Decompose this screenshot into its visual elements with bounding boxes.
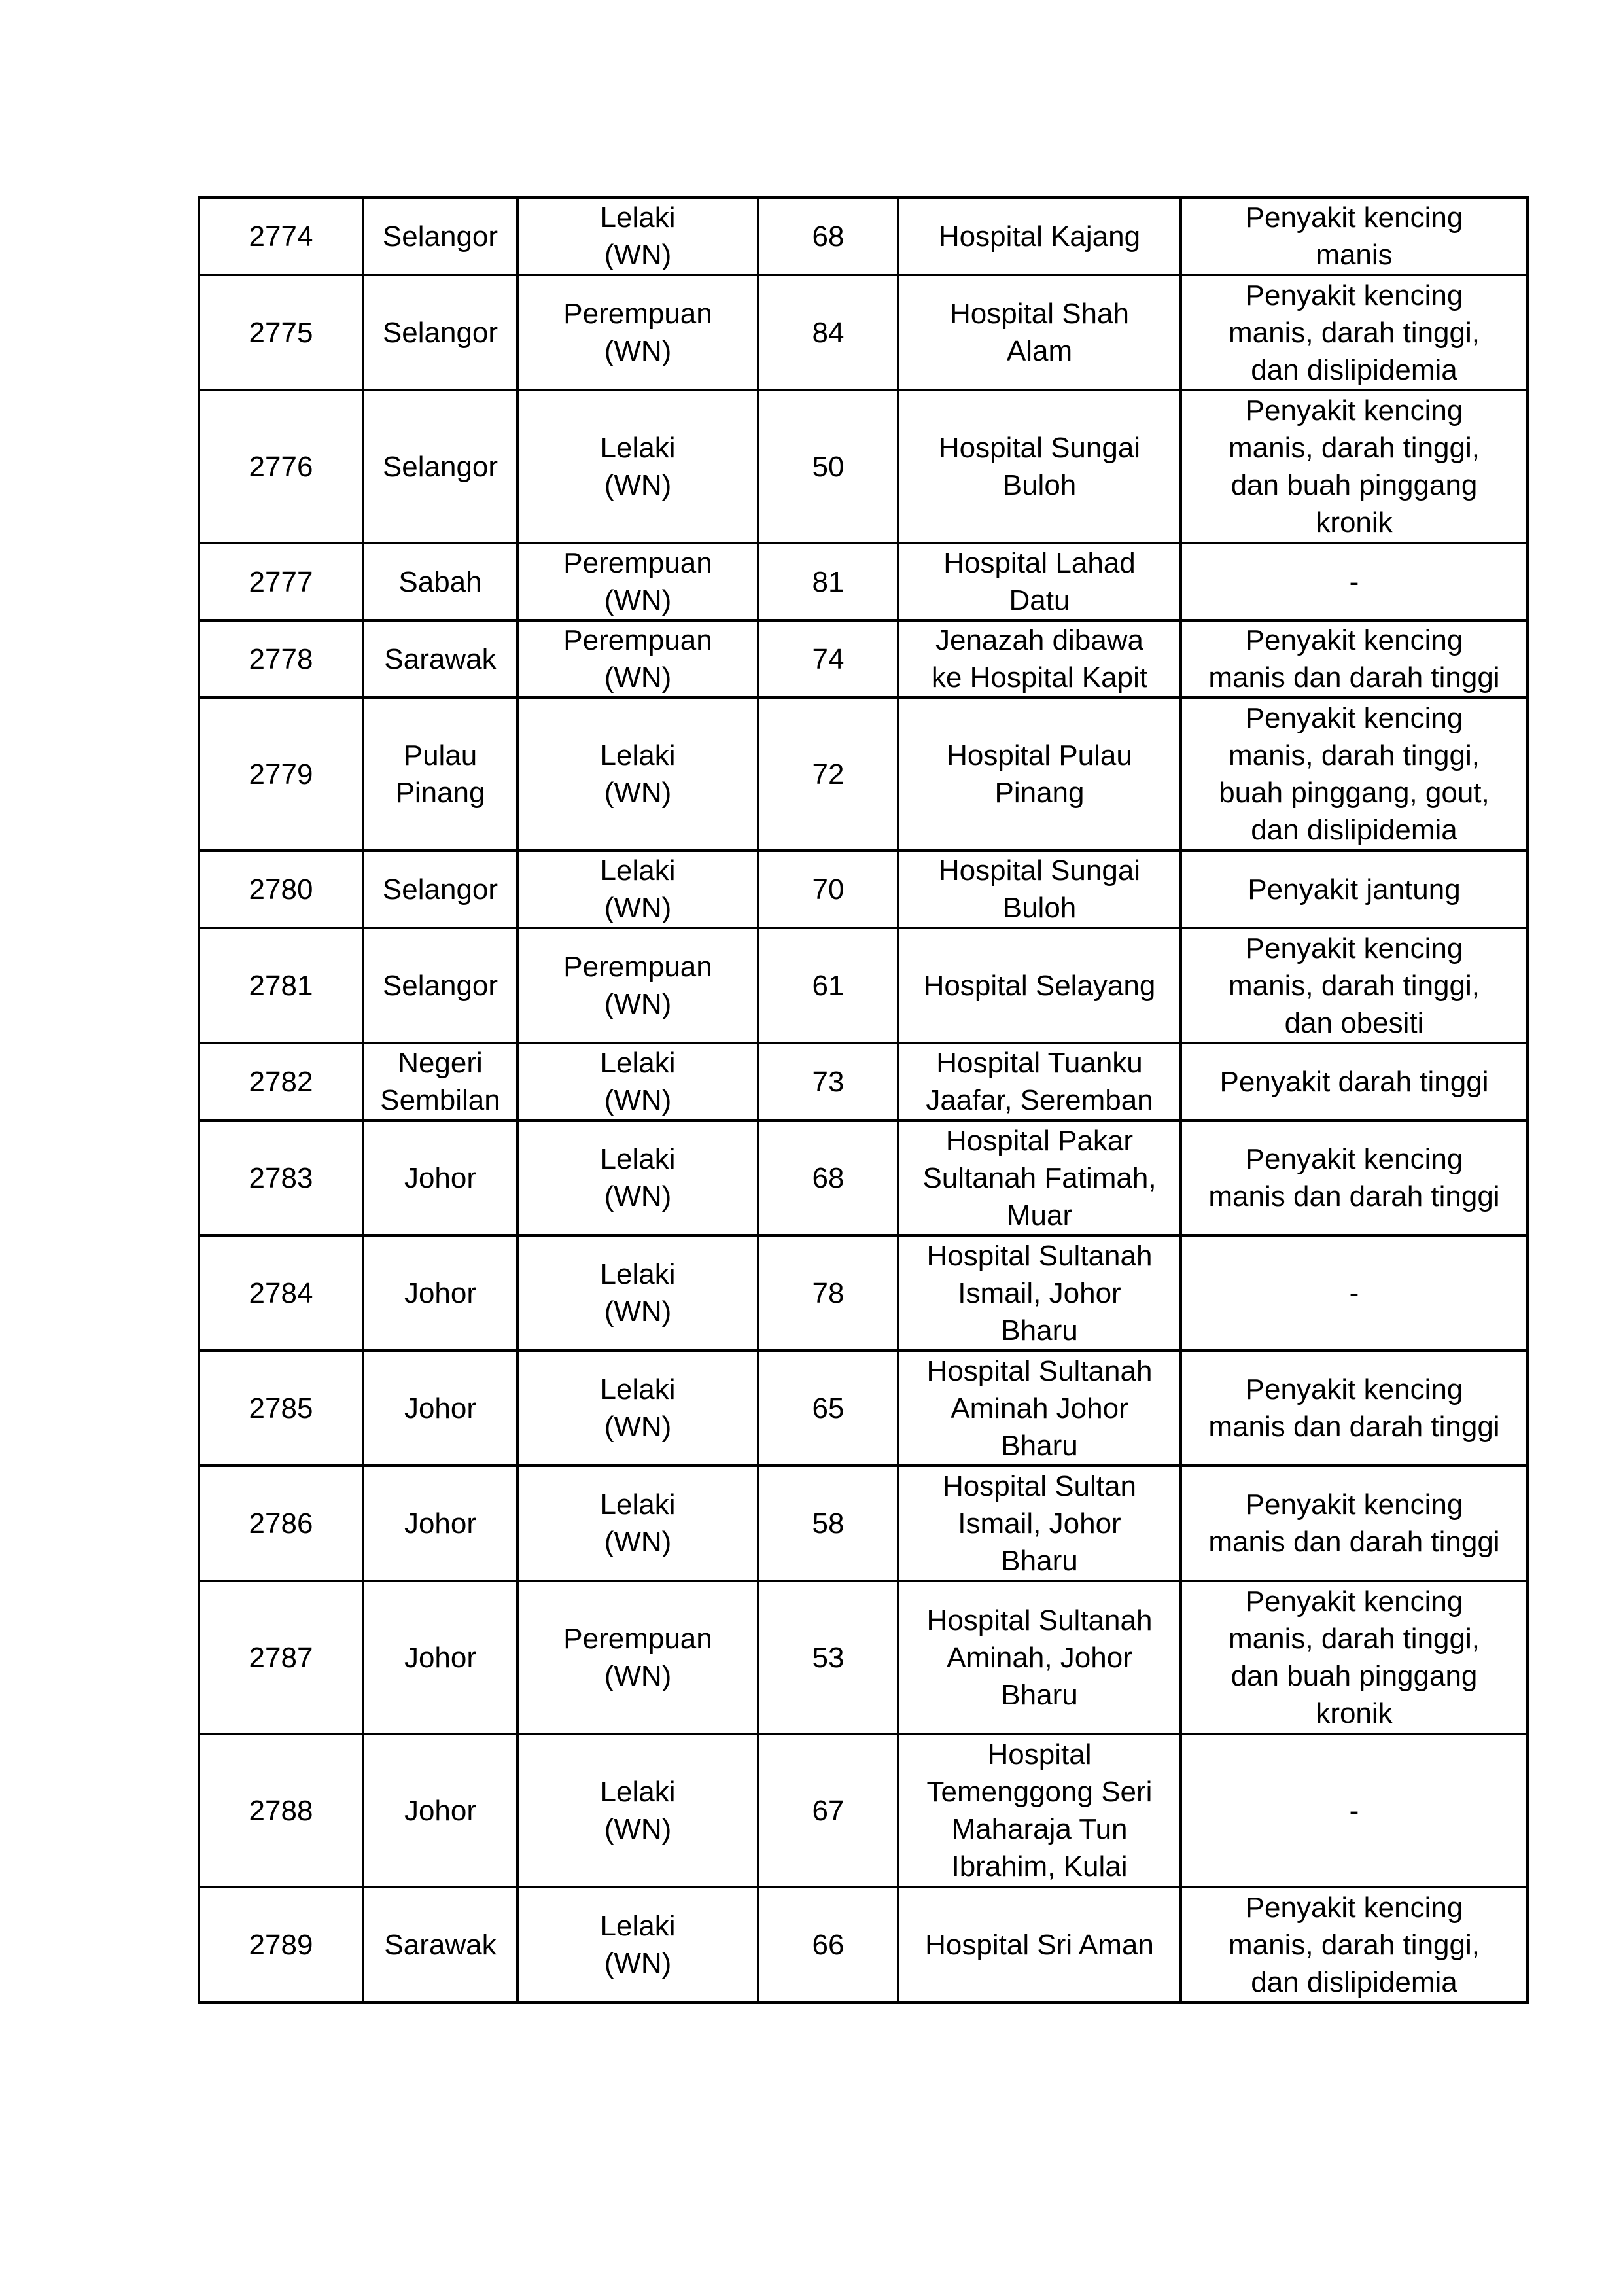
table-row <box>199 1581 1527 1734</box>
hospital-text-line: Hospital Kajang <box>938 220 1141 253</box>
comorbidity-text-line: Penyakit kencing <box>1245 1891 1463 1924</box>
hospital-cell <box>898 1887 1181 2002</box>
table-body <box>199 198 1527 2002</box>
gender-cell <box>517 1887 758 2002</box>
comorbidity-text-line: Penyakit kencing <box>1245 702 1463 734</box>
state-text-line: Pinang <box>395 777 485 809</box>
comorbidity-text-line: Penyakit kencing <box>1245 1585 1463 1617</box>
comorbidity-text-line: manis, darah tinggi, <box>1229 1928 1480 1961</box>
case-number-cell: 2787 <box>199 1581 363 1734</box>
comorbidity-cell <box>1181 1466 1527 1581</box>
gender-text-line: (WN) <box>604 1296 672 1328</box>
hospital-cell <box>898 1351 1181 1466</box>
hospital-cell <box>898 1043 1181 1120</box>
state-text-line: Johor <box>404 1392 477 1424</box>
gender-text-line: (WN) <box>604 1660 672 1692</box>
case-number-cell: 2775 <box>199 275 363 390</box>
gender-text-line: (WN) <box>604 662 672 694</box>
case-number-cell: 2785 <box>199 1351 363 1466</box>
gender-text-line: (WN) <box>604 988 672 1020</box>
table-row <box>199 1466 1527 1581</box>
comorbidity-text-line: Penyakit kencing <box>1245 932 1463 964</box>
gender-cell <box>517 1581 758 1734</box>
state-cell <box>363 1043 517 1120</box>
gender-text-line: (WN) <box>604 892 672 924</box>
comorbidity-cell <box>1181 698 1527 851</box>
hospital-text-line: Alam <box>1006 335 1073 367</box>
hospital-cell <box>898 851 1181 928</box>
table-row <box>199 620 1527 698</box>
state-cell <box>363 390 517 543</box>
age-cell: 68 <box>758 1120 898 1235</box>
hospital-text-line: Hospital Lahad <box>943 547 1136 579</box>
hospital-cell <box>898 543 1181 620</box>
gender-cell <box>517 275 758 390</box>
case-number-cell: 2776 <box>199 390 363 543</box>
state-text-line: Selangor <box>382 316 498 349</box>
state-text-line: Johor <box>404 1161 477 1194</box>
comorbidity-cell <box>1181 1734 1527 1887</box>
case-number-cell: 2781 <box>199 928 363 1043</box>
age-cell: 70 <box>758 851 898 928</box>
comorbidity-text-line: kronik <box>1316 506 1393 539</box>
gender-text-line: Lelaki <box>600 1143 676 1175</box>
hospital-text-line: Ibrahim, Kulai <box>951 1850 1128 1882</box>
hospital-text-line: Hospital Sungai <box>938 855 1141 887</box>
age-cell: 78 <box>758 1235 898 1351</box>
gender-text-line: (WN) <box>604 584 672 616</box>
gender-cell <box>517 543 758 620</box>
table-row <box>199 928 1527 1043</box>
state-cell <box>363 1235 517 1351</box>
age-cell: 74 <box>758 620 898 698</box>
comorbidity-cell <box>1181 1887 1527 2002</box>
state-cell <box>363 1120 517 1235</box>
case-number-cell: 2782 <box>199 1043 363 1120</box>
state-text-line: Johor <box>404 1794 477 1827</box>
hospital-text-line: Bharu <box>1001 1678 1078 1711</box>
hospital-text-line: Maharaja Tun <box>951 1813 1128 1845</box>
state-cell <box>363 543 517 620</box>
comorbidity-text-line: Penyakit kencing <box>1245 1143 1463 1175</box>
hospital-cell <box>898 1466 1181 1581</box>
gender-cell <box>517 1043 758 1120</box>
state-cell <box>363 198 517 275</box>
state-cell <box>363 275 517 390</box>
comorbidity-cell <box>1181 1581 1527 1734</box>
case-number-cell: 2778 <box>199 620 363 698</box>
gender-text-line: (WN) <box>604 469 672 501</box>
age-cell: 53 <box>758 1581 898 1734</box>
gender-text-line: Lelaki <box>600 739 676 771</box>
comorbidity-cell <box>1181 620 1527 698</box>
hospital-text-line: Aminah, Johor <box>947 1641 1132 1674</box>
hospital-cell <box>898 1581 1181 1734</box>
age-cell: 68 <box>758 198 898 275</box>
comorbidity-text-line: manis dan darah tinggi <box>1208 1411 1500 1443</box>
age-cell: 81 <box>758 543 898 620</box>
hospital-text-line: ke Hospital Kapit <box>931 662 1148 694</box>
gender-text-line: Lelaki <box>600 1258 676 1290</box>
comorbidity-cell <box>1181 198 1527 275</box>
hospital-text-line: Buloh <box>1002 892 1077 924</box>
table-row <box>199 698 1527 851</box>
hospital-text-line: Hospital Tuanku <box>936 1047 1143 1079</box>
gender-cell <box>517 851 758 928</box>
case-number-cell: 2780 <box>199 851 363 928</box>
death-cases-table <box>198 196 1529 2004</box>
gender-cell <box>517 698 758 851</box>
state-cell <box>363 1466 517 1581</box>
age-cell: 58 <box>758 1466 898 1581</box>
comorbidity-text-line: manis dan darah tinggi <box>1208 1180 1500 1212</box>
comorbidity-text-line: dan buah pinggang <box>1230 1660 1478 1692</box>
comorbidity-cell <box>1181 1351 1527 1466</box>
gender-text-line: Lelaki <box>600 202 676 234</box>
comorbidity-cell <box>1181 928 1527 1043</box>
table-row <box>199 1235 1527 1351</box>
state-cell <box>363 851 517 928</box>
age-cell: 65 <box>758 1351 898 1466</box>
gender-text-line: (WN) <box>604 777 672 809</box>
gender-text-line: Perempuan <box>563 298 712 330</box>
state-text-line: Johor <box>404 1277 477 1309</box>
hospital-cell <box>898 198 1181 275</box>
age-cell: 84 <box>758 275 898 390</box>
state-cell <box>363 698 517 851</box>
comorbidity-text-line: Penyakit kencing <box>1245 202 1463 234</box>
hospital-cell <box>898 390 1181 543</box>
hospital-text-line: Bharu <box>1001 1544 1078 1577</box>
state-text-line: Selangor <box>382 969 498 1002</box>
gender-text-line: (WN) <box>604 335 672 367</box>
case-number-cell: 2779 <box>199 698 363 851</box>
comorbidity-text-line: - <box>1349 1794 1359 1827</box>
comorbidity-cell <box>1181 1120 1527 1235</box>
comorbidity-cell <box>1181 851 1527 928</box>
hospital-text-line: Bharu <box>1001 1429 1078 1462</box>
age-cell: 73 <box>758 1043 898 1120</box>
gender-cell <box>517 928 758 1043</box>
state-text-line: Sabah <box>398 565 482 598</box>
state-text-line: Sarawak <box>384 1928 497 1961</box>
table-row <box>199 543 1527 620</box>
state-text-line: Pulau <box>403 739 478 771</box>
hospital-text-line: Hospital Sri Aman <box>925 1928 1154 1961</box>
hospital-cell <box>898 1235 1181 1351</box>
comorbidity-text-line: Penyakit kencing <box>1245 1489 1463 1521</box>
state-cell <box>363 1351 517 1466</box>
gender-text-line: (WN) <box>604 1084 672 1116</box>
gender-cell <box>517 1351 758 1466</box>
table-row <box>199 1887 1527 2002</box>
comorbidity-text-line: dan obesiti <box>1284 1006 1424 1039</box>
age-cell: 67 <box>758 1734 898 1887</box>
gender-text-line: Perempuan <box>563 1623 712 1655</box>
comorbidity-cell <box>1181 390 1527 543</box>
case-number-cell: 2777 <box>199 543 363 620</box>
table-row <box>199 1043 1527 1120</box>
comorbidity-text-line: dan dislipidemia <box>1251 1966 1457 1998</box>
hospital-text-line: Temenggong Seri <box>926 1776 1153 1808</box>
hospital-text-line: Hospital Pakar <box>945 1124 1134 1157</box>
gender-text-line: Perempuan <box>563 547 712 579</box>
hospital-cell <box>898 928 1181 1043</box>
comorbidity-text-line: dan buah pinggang <box>1230 469 1478 501</box>
table-row <box>199 851 1527 928</box>
gender-text-line: (WN) <box>604 1526 672 1558</box>
gender-cell <box>517 1734 758 1887</box>
hospital-text-line: Sultanah Fatimah, <box>922 1161 1157 1194</box>
hospital-text-line: Hospital Selayang <box>923 969 1156 1002</box>
state-text-line: Selangor <box>382 220 498 253</box>
comorbidity-text-line: manis, darah tinggi, <box>1229 969 1480 1002</box>
case-number-cell: 2774 <box>199 198 363 275</box>
gender-cell <box>517 1466 758 1581</box>
comorbidity-text-line: manis, darah tinggi, <box>1229 432 1480 464</box>
hospital-text-line: Hospital Sultan <box>943 1470 1136 1502</box>
hospital-text-line: Hospital Shah <box>950 298 1129 330</box>
state-cell <box>363 1581 517 1734</box>
hospital-text-line: Jenazah dibawa <box>935 624 1143 656</box>
comorbidity-cell <box>1181 275 1527 390</box>
state-text-line: Negeri <box>398 1047 483 1079</box>
age-cell: 50 <box>758 390 898 543</box>
gender-cell <box>517 198 758 275</box>
hospital-text-line: Hospital Sungai <box>938 432 1141 464</box>
hospital-text-line: Ismail, Johor <box>958 1277 1121 1309</box>
comorbidity-text-line: Penyakit kencing <box>1245 395 1463 427</box>
state-cell <box>363 928 517 1043</box>
hospital-text-line: Pinang <box>994 777 1085 809</box>
comorbidity-text-line: manis, darah tinggi, <box>1229 316 1480 349</box>
gender-text-line: (WN) <box>604 239 672 271</box>
case-number-cell: 2789 <box>199 1887 363 2002</box>
comorbidity-text-line: Penyakit kencing <box>1245 624 1463 656</box>
comorbidity-text-line: - <box>1349 565 1359 598</box>
comorbidity-text-line: kronik <box>1316 1697 1393 1729</box>
state-text-line: Selangor <box>382 450 498 483</box>
state-text-line: Johor <box>404 1507 477 1540</box>
hospital-cell <box>898 698 1181 851</box>
age-cell: 61 <box>758 928 898 1043</box>
hospital-cell <box>898 275 1181 390</box>
gender-text-line: Lelaki <box>600 1373 676 1405</box>
case-number-cell: 2783 <box>199 1120 363 1235</box>
table-row <box>199 198 1527 275</box>
hospital-text-line: Ismail, Johor <box>958 1507 1121 1540</box>
comorbidity-text-line: dan dislipidemia <box>1251 814 1457 846</box>
state-cell <box>363 1887 517 2002</box>
comorbidity-text-line: manis, darah tinggi, <box>1229 1623 1480 1655</box>
gender-text-line: Lelaki <box>600 1047 676 1079</box>
hospital-text-line: Hospital Sultanah <box>926 1604 1153 1636</box>
comorbidity-text-line: Penyakit jantung <box>1248 873 1461 906</box>
gender-text-line: (WN) <box>604 1813 672 1845</box>
hospital-text-line: Buloh <box>1002 469 1077 501</box>
hospital-text-line: Hospital <box>987 1739 1092 1771</box>
hospital-text-line: Aminah Johor <box>951 1392 1128 1424</box>
gender-text-line: (WN) <box>604 1411 672 1443</box>
gender-text-line: Perempuan <box>563 624 712 656</box>
gender-text-line: Lelaki <box>600 855 676 887</box>
comorbidity-text-line: manis dan darah tinggi <box>1208 1526 1500 1558</box>
state-cell <box>363 620 517 698</box>
hospital-text-line: Bharu <box>1001 1314 1078 1347</box>
gender-text-line: Lelaki <box>600 1489 676 1521</box>
comorbidity-cell <box>1181 1235 1527 1351</box>
comorbidity-text-line: Penyakit kencing <box>1245 1373 1463 1405</box>
comorbidity-text-line: buah pinggang, gout, <box>1219 777 1490 809</box>
gender-text-line: Lelaki <box>600 1910 676 1942</box>
comorbidity-text-line: manis, darah tinggi, <box>1229 739 1480 771</box>
gender-text-line: (WN) <box>604 1180 672 1212</box>
hospital-cell <box>898 1120 1181 1235</box>
gender-text-line: Lelaki <box>600 432 676 464</box>
state-text-line: Selangor <box>382 873 498 906</box>
comorbidity-text-line: dan dislipidemia <box>1251 353 1457 386</box>
case-number-cell: 2786 <box>199 1466 363 1581</box>
table-row <box>199 1351 1527 1466</box>
age-cell: 72 <box>758 698 898 851</box>
hospital-cell <box>898 620 1181 698</box>
state-cell <box>363 1734 517 1887</box>
table-row <box>199 1120 1527 1235</box>
gender-cell <box>517 1120 758 1235</box>
hospital-text-line: Hospital Sultanah <box>926 1354 1153 1387</box>
gender-cell <box>517 620 758 698</box>
gender-text-line: Perempuan <box>563 951 712 983</box>
comorbidity-cell <box>1181 1043 1527 1120</box>
state-text-line: Sarawak <box>384 643 497 675</box>
comorbidity-text-line: manis <box>1316 239 1393 271</box>
state-text-line: Johor <box>404 1641 477 1674</box>
comorbidity-text-line: Penyakit darah tinggi <box>1219 1065 1489 1098</box>
hospital-text-line: Hospital Pulau <box>947 739 1132 771</box>
comorbidity-text-line: manis dan darah tinggi <box>1208 662 1500 694</box>
gender-cell <box>517 390 758 543</box>
comorbidity-text-line: - <box>1349 1277 1359 1309</box>
case-number-cell: 2788 <box>199 1734 363 1887</box>
gender-text-line: Lelaki <box>600 1776 676 1808</box>
table-row <box>199 1734 1527 1887</box>
gender-cell <box>517 1235 758 1351</box>
hospital-cell <box>898 1734 1181 1887</box>
state-text-line: Sembilan <box>380 1084 500 1116</box>
comorbidity-cell <box>1181 543 1527 620</box>
hospital-text-line: Hospital Sultanah <box>926 1239 1153 1272</box>
gender-text-line: (WN) <box>604 1947 672 1979</box>
hospital-text-line: Muar <box>1006 1199 1073 1231</box>
table-row <box>199 275 1527 390</box>
age-cell: 66 <box>758 1887 898 2002</box>
comorbidity-text-line: Penyakit kencing <box>1245 279 1463 311</box>
hospital-text-line: Jaafar, Seremban <box>926 1084 1153 1116</box>
hospital-text-line: Datu <box>1009 584 1070 616</box>
case-number-cell: 2784 <box>199 1235 363 1351</box>
table-row <box>199 390 1527 543</box>
